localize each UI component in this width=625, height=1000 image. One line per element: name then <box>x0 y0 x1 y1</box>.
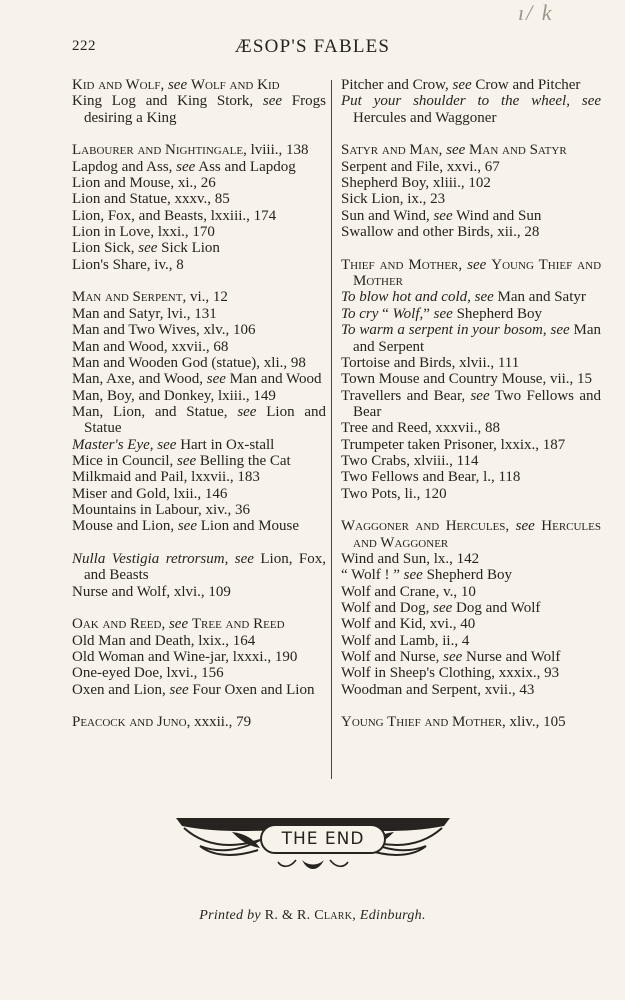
index-column-right <box>341 77 601 731</box>
text-segment: Travellers and Bear, <box>341 387 471 404</box>
text-segment: Old Woman and Wine-jar, lxxxi., 190 <box>72 649 298 666</box>
text-segment: Wind and Sun <box>452 207 542 224</box>
index-entry <box>72 682 326 698</box>
text-segment: see <box>169 681 189 698</box>
text-segment: , xliv., 105 <box>502 714 566 731</box>
index-entry <box>72 502 326 518</box>
text-segment: One-eyed Doe, lxvi., 156 <box>72 665 224 682</box>
text-segment: Nurse and Wolf <box>462 649 561 666</box>
text-segment: Man and Wood, xxvii., 68 <box>72 338 229 355</box>
text-segment: Man and Two Wives, xlv., 106 <box>72 322 256 339</box>
text-segment: Sick Lion <box>157 240 220 257</box>
text-segment: Kid and Wolf <box>72 77 161 93</box>
text-segment: Edinburgh. <box>359 908 426 923</box>
text-segment: Satyr and Man <box>341 142 439 159</box>
text-segment: see <box>433 207 453 224</box>
text-segment: see <box>550 322 570 339</box>
text-segment: Lion Sick, <box>72 240 139 257</box>
section-gap <box>72 273 326 289</box>
text-segment: Lion and Mouse, xi., 26 <box>72 175 216 192</box>
text-segment: Belling the Cat <box>196 452 291 469</box>
index-entry <box>72 240 326 256</box>
index-entry <box>72 437 326 453</box>
index-entry <box>341 420 601 436</box>
text-segment: Sun and Wind, <box>341 207 434 224</box>
text-segment: see <box>474 289 494 306</box>
text-segment: Young Thief and Mother <box>353 256 602 290</box>
text-segment: , <box>161 616 169 633</box>
index-entry <box>72 633 326 649</box>
section-gap <box>341 502 601 518</box>
text-segment: R. & R. <box>260 908 315 923</box>
section-gap <box>341 240 601 256</box>
text-segment: , xxxii., 79 <box>186 714 252 731</box>
text-segment: Thief and Mother <box>341 256 459 273</box>
index-entry <box>72 142 326 158</box>
text-segment: Man, Boy, and Donkey, lxiii., 149 <box>72 387 276 404</box>
text-segment: Lion and Statue, xxxv., 85 <box>72 191 230 208</box>
text-segment: Mice in Council, <box>72 452 177 469</box>
text-segment: Milkmaid and Pail, lxxvii., 183 <box>72 469 260 486</box>
index-entry <box>341 208 601 224</box>
text-segment: Hart in Ox-stall <box>176 436 275 453</box>
text-segment: see <box>206 371 226 388</box>
index-entry <box>341 486 601 502</box>
index-entry <box>341 257 601 290</box>
text-segment: see <box>446 142 466 159</box>
text-segment: see <box>237 403 257 420</box>
text-segment: Man and Wood <box>225 371 322 388</box>
index-entry <box>72 486 326 502</box>
index-entry <box>341 453 601 469</box>
text-segment: Young Thief and Mother <box>341 714 503 731</box>
text-segment: Printed by <box>199 908 261 923</box>
page-number: 222 <box>72 38 96 54</box>
index-entry <box>72 584 326 600</box>
text-segment: Wolf and Kid <box>190 77 280 93</box>
running-head: ÆSOP'S FABLES <box>234 36 391 57</box>
index-entry <box>341 714 601 730</box>
text-segment: see <box>138 240 158 257</box>
text-segment: Lion and Mouse <box>196 518 300 535</box>
index-entry <box>341 224 601 240</box>
text-segment: Wolf and Dog, <box>341 600 434 616</box>
text-segment: Lion, Fox, and Beasts <box>84 550 326 584</box>
text-segment: Mouse and Lion, <box>72 518 178 535</box>
index-entry <box>72 77 326 93</box>
text-segment: Oak and Reed <box>72 616 162 633</box>
index-entry <box>341 682 601 698</box>
text-segment: Town Mouse and Country Mouse, vii., 15 <box>341 371 593 388</box>
index-entry <box>341 633 601 649</box>
index-entry <box>72 322 326 338</box>
index-entry <box>72 289 326 305</box>
text-segment: Waggoner and Hercules <box>341 518 506 535</box>
column-divider-rule <box>331 80 332 779</box>
index-entry <box>72 159 326 175</box>
index-entry <box>341 93 601 126</box>
section-gap <box>72 698 326 714</box>
section-gap <box>341 698 601 714</box>
text-segment: Mountains in Labour, xiv., 36 <box>72 501 250 518</box>
text-segment: Old Man and Death, lxix., 164 <box>72 632 256 649</box>
index-entry <box>341 388 601 421</box>
text-segment: Man and Satyr <box>469 142 567 159</box>
text-segment: Two Fellows and Bear, l., 118 <box>341 469 521 486</box>
text-segment: see <box>515 518 535 535</box>
index-entry <box>341 649 601 665</box>
index-entry <box>72 388 326 404</box>
text-segment: Lion, Fox, and Beasts, lxxiii., 174 <box>72 207 277 224</box>
text-segment: see <box>167 77 188 93</box>
index-entry <box>341 371 601 387</box>
text-segment: Nulla Vestigia retrorsum <box>72 550 225 567</box>
index-entry <box>341 518 601 551</box>
text-segment: Serpent and File, xxvi., 67 <box>341 158 500 175</box>
index-entry <box>72 93 326 126</box>
text-segment: Crow and Pitcher <box>471 77 581 93</box>
text-segment: , <box>542 322 551 339</box>
text-segment: Pitcher and Crow, <box>341 77 453 93</box>
text-segment: Man and Serpent <box>353 322 602 355</box>
text-segment: Shepherd Boy, xliii., 102 <box>341 175 491 192</box>
index-entry <box>72 306 326 322</box>
index-entry <box>72 175 326 191</box>
index-entry <box>72 208 326 224</box>
text-segment: , <box>467 289 475 306</box>
text-segment: Sick Lion, ix., 23 <box>341 191 446 208</box>
index-entry <box>341 322 601 355</box>
section-gap <box>72 600 326 616</box>
text-segment: Dog and Wolf <box>452 600 541 616</box>
index-entry <box>72 469 326 485</box>
text-segment: To warm a serpent in your bosom <box>341 322 543 339</box>
text-segment: , vi., 12 <box>182 289 228 306</box>
text-segment: see <box>443 649 463 666</box>
section-gap <box>341 126 601 142</box>
text-segment: see <box>581 93 602 110</box>
text-segment: Hercules and Waggoner <box>353 109 497 126</box>
text-segment: Woodman and Serpent, xvii., 43 <box>341 681 535 698</box>
text-segment: Man, Lion, and Statue, <box>72 403 238 420</box>
index-entry <box>341 665 601 681</box>
index-entry <box>72 355 326 371</box>
text-segment: see <box>177 452 197 469</box>
text-segment: Man and Serpent <box>72 289 183 306</box>
text-segment: “ Wolf ! ” <box>341 567 404 584</box>
text-segment: Lion and Statue <box>84 403 326 437</box>
text-segment: , lviii., 138 <box>243 142 309 159</box>
text-segment: Hercules and Waggoner <box>353 518 601 551</box>
text-segment: see <box>176 158 196 175</box>
text-segment: , <box>505 518 516 535</box>
text-segment: Lion in Love, lxxi., 170 <box>72 224 215 241</box>
index-entry <box>72 453 326 469</box>
text-segment: see <box>433 305 453 322</box>
text-segment: Man and Wooden God (statue), xli., 98 <box>72 354 306 371</box>
text-segment: Four Oxen and Lion <box>188 681 315 698</box>
index-entry <box>72 191 326 207</box>
text-segment: Nurse and Wolf, xlvi., 109 <box>72 583 231 600</box>
text-segment: Oxen and Lion, <box>72 681 170 698</box>
index-entry <box>341 306 601 322</box>
index-entry <box>72 714 326 730</box>
text-segment: Clark <box>314 908 353 923</box>
text-segment: Two Fellows and Bear <box>353 387 601 420</box>
text-segment: Two Pots, li., 120 <box>341 485 447 502</box>
index-entry <box>72 551 326 584</box>
text-segment: see <box>168 616 189 633</box>
text-segment: To cry <box>341 305 379 322</box>
text-segment: ,” <box>419 305 434 322</box>
index-entry <box>341 567 601 583</box>
text-segment: Tree and Reed <box>191 616 285 633</box>
index-entry <box>72 224 326 240</box>
index-entry <box>341 469 601 485</box>
index-entry <box>341 289 601 305</box>
section-gap <box>72 126 326 142</box>
text-segment: Wolf and Lamb, ii., 4 <box>341 632 470 649</box>
text-segment: Shepherd Boy <box>422 567 512 584</box>
text-segment: see <box>433 600 453 616</box>
text-segment: Trumpeter taken Prisoner, lxxix., 187 <box>341 436 566 453</box>
index-entry <box>341 551 601 567</box>
text-segment: Peacock and Juno <box>72 714 187 731</box>
text-segment: Man and Satyr <box>493 289 586 306</box>
text-segment: see <box>234 550 254 567</box>
text-segment: see <box>262 93 283 110</box>
text-segment: see <box>403 567 423 584</box>
index-entry <box>341 77 601 93</box>
text-segment: see <box>177 518 197 535</box>
text-segment: Man, Axe, and Wood, <box>72 371 207 388</box>
index-entry <box>341 355 601 371</box>
text-segment: Tree and Reed, xxxvii., 88 <box>341 420 501 437</box>
index-entry <box>341 159 601 175</box>
index-entry <box>72 339 326 355</box>
text-segment: “ <box>378 305 393 322</box>
index-entry <box>72 404 326 437</box>
text-segment: see <box>157 436 177 453</box>
index-entry <box>72 649 326 665</box>
text-segment: see <box>467 256 487 273</box>
text-segment: Lapdog and Ass, <box>72 158 177 175</box>
text-segment: Tortoise and Birds, xlvii., 111 <box>341 354 520 371</box>
text-segment: Wind and Sun, lx., 142 <box>341 550 480 567</box>
text-segment: Wolf and Kid, xvi., 40 <box>341 616 476 633</box>
text-segment: , <box>224 550 235 567</box>
index-entry <box>341 584 601 600</box>
text-segment: Wolf <box>392 305 420 322</box>
text-segment: Man and Satyr, lvi., 131 <box>72 305 217 322</box>
text-segment: , <box>566 93 582 110</box>
text-segment: Two Crabs, xlviii., 114 <box>341 452 479 469</box>
pencil-corner-mark: ı/ k <box>518 0 554 25</box>
text-segment: , <box>438 142 447 159</box>
text-segment: , <box>352 908 360 923</box>
text-segment: Labourer and Nightingale <box>72 142 244 159</box>
text-segment: , <box>458 256 468 273</box>
index-entry <box>341 437 601 453</box>
text-segment: Put your shoulder to the wheel <box>341 93 567 110</box>
printer-colophon <box>0 908 625 924</box>
text-segment: Ass and Lapdog <box>195 158 296 175</box>
text-segment: Frogs desiring a King <box>84 93 326 126</box>
text-segment: , <box>149 436 158 453</box>
index-entry <box>341 142 601 158</box>
index-entry <box>341 600 601 616</box>
text-segment: Wolf and Crane, v., 10 <box>341 583 476 600</box>
index-entry <box>72 665 326 681</box>
text-segment: see <box>470 387 490 404</box>
text-segment: Lion's Share, iv., 8 <box>72 256 184 273</box>
index-entry <box>72 616 326 632</box>
ornament-bottom-drop <box>302 860 324 869</box>
index-entry <box>341 616 601 632</box>
text-segment: Wolf and Nurse, <box>341 649 444 666</box>
text-segment: Swallow and other Birds, xii., 28 <box>341 224 540 241</box>
text-segment: To blow hot and cold <box>341 289 468 306</box>
section-gap <box>72 535 326 551</box>
text-segment: , <box>160 77 168 93</box>
text-segment: see <box>452 77 472 93</box>
text-segment: Wolf in Sheep's Clothing, xxxix., 93 <box>341 665 560 682</box>
text-segment: Miser and Gold, lxii., 146 <box>72 485 228 502</box>
index-column-left <box>72 77 326 731</box>
the-end-label: THE END <box>260 824 386 854</box>
text-segment: King Log and King Stork, <box>72 93 263 110</box>
index-entry <box>341 175 601 191</box>
index-entry <box>72 518 326 534</box>
index-entry <box>72 257 326 273</box>
index-entry <box>72 371 326 387</box>
text-segment: Shepherd Boy <box>452 305 542 322</box>
text-segment: Master's Eye <box>72 436 150 453</box>
index-entry <box>341 191 601 207</box>
